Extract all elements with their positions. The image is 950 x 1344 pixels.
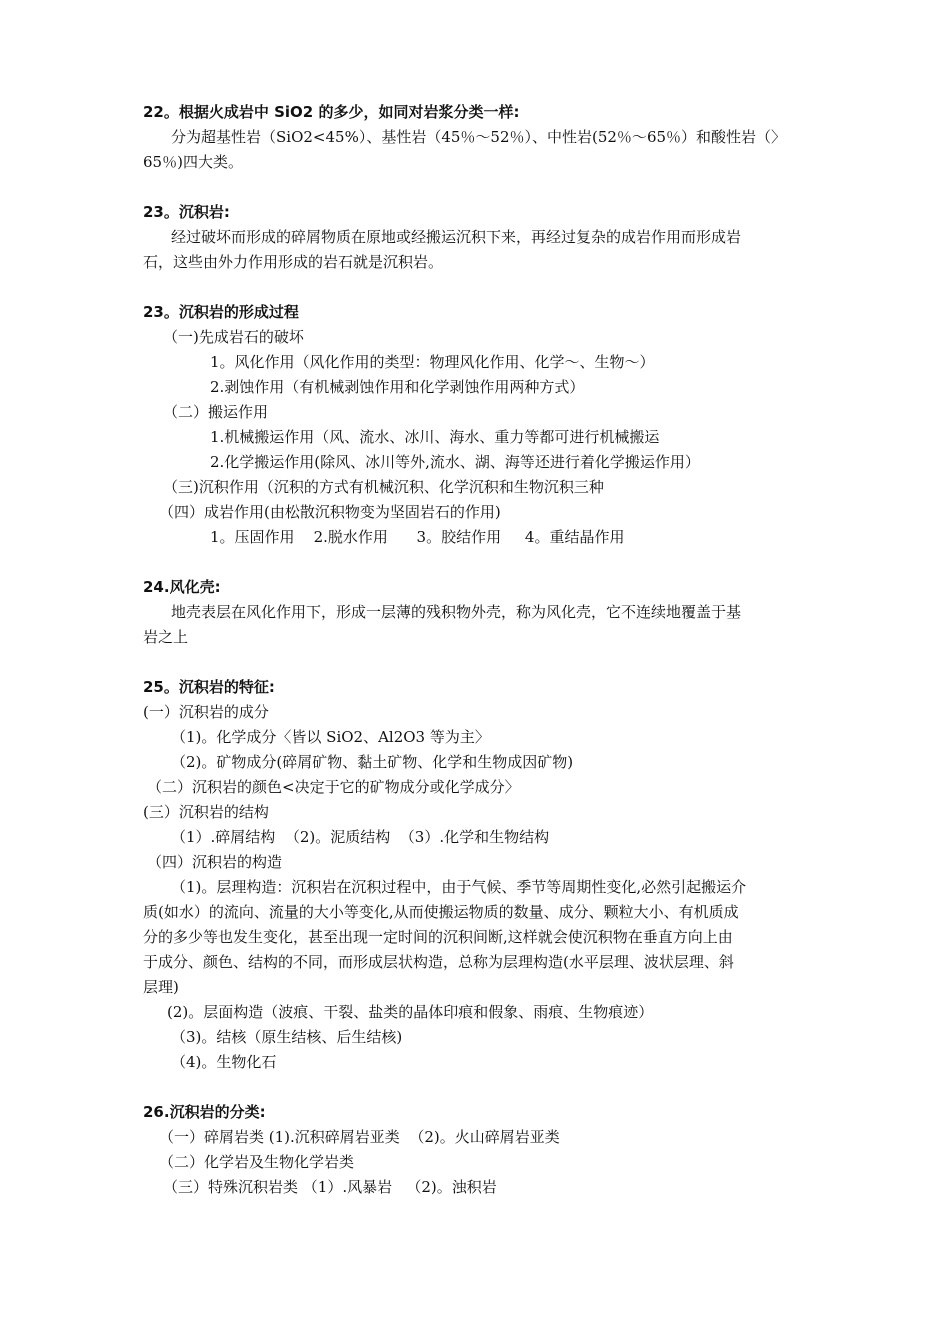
list-item: （1）.碎屑结构 （2)。泥质结构 （3）.化学和生物结构 <box>171 828 550 846</box>
paragraph-line: 地壳表层在风化作用下，形成一层薄的残积物外壳，称为风化壳，它不连续地覆盖于基 <box>171 603 742 621</box>
list-item: （3)。结核（原生结核、后生结核) <box>171 1028 403 1046</box>
list-item: （二）化学岩及生物化学岩类 <box>159 1153 355 1171</box>
list-item: 1。压固作用 2.脱水作用 3。胶结作用 4。重结晶作用 <box>210 528 625 546</box>
list-item: （2)。矿物成分(碎屑矿物、黏土矿物、化学和生物成因矿物) <box>171 753 574 771</box>
section-heading: 26.沉积岩的分类: <box>143 1103 266 1121</box>
list-item: （一)先成岩石的破坏 <box>163 328 304 346</box>
list-item: （4)。生物化石 <box>171 1053 277 1071</box>
list-item: 1。风化作用（风化作用的类型：物理风化作用、化学～、生物～） <box>210 353 655 371</box>
list-item: （四）成岩作用(由松散沉积物变为坚固岩石的作用) <box>159 503 501 521</box>
paragraph-line: 分为超基性岩（SiO2<45%）、基性岩（45％～52％）、中性岩(52％～65％）和酸性岩（〉 <box>171 128 787 146</box>
paragraph-line: 层理) <box>143 978 179 996</box>
list-item: 2.化学搬运作用(除风、冰川等外,流水、湖、海等还进行着化学搬运作用） <box>210 453 700 471</box>
list-item: （三)沉积作用（沉积的方式有机械沉积、化学沉积和生物沉积三种 <box>163 478 604 496</box>
section-heading: 22。根据火成岩中 SiO2 的多少，如同对岩浆分类一样: <box>143 103 520 121</box>
list-item: （二）搬运作用 <box>163 403 269 421</box>
section-heading: 23。沉积岩: <box>143 203 230 221</box>
list-item: (一）沉积岩的成分 <box>143 703 269 721</box>
section-heading: 25。沉积岩的特征: <box>143 678 275 696</box>
list-item: （二）沉积岩的颜色<决定于它的矿物成分或化学成分〉 <box>147 778 520 796</box>
paragraph-line: 经过破坏而形成的碎屑物质在原地或经搬运沉积下来，再经过复杂的成岩作用而形成岩 <box>171 228 742 246</box>
paragraph-line: 分的多少等也发生变化，甚至出现一定时间的沉积间断,这样就会使沉积物在垂直方向上由 <box>143 928 733 946</box>
list-item: （三）特殊沉积岩类 （1）.风暴岩 （2)。浊积岩 <box>163 1178 497 1196</box>
list-item: （四）沉积岩的构造 <box>147 853 283 871</box>
list-item: （1)。化学成分〈皆以 SiO2、Al2O3 等为主〉 <box>171 728 490 746</box>
section-heading: 23。沉积岩的形成过程 <box>143 303 299 321</box>
paragraph-line: 石，这些由外力作用形成的岩石就是沉积岩。 <box>143 253 444 271</box>
paragraph-line: 质(如水）的流向、流量的大小等变化,从而使搬运物质的数量、成分、颗粒大小、有机质成 <box>143 903 739 921</box>
list-item: (三）沉积岩的结构 <box>143 803 269 821</box>
section-heading: 24.风化壳: <box>143 578 221 596</box>
list-item: 1.机械搬运作用（风、流水、冰川、海水、重力等都可进行机械搬运 <box>210 428 660 446</box>
paragraph-line: 65％)四大类。 <box>143 153 243 171</box>
paragraph-line: 岩之上 <box>143 628 189 646</box>
paragraph-line: 于成分、颜色、结构的不同，而形成层状构造，总称为层理构造(水平层理、波状层理、斜 <box>143 953 734 971</box>
list-item: 2.剥蚀作用（有机械剥蚀作用和化学剥蚀作用两种方式） <box>210 378 585 396</box>
list-item: (2)。层面构造（波痕、干裂、盐类的晶体印痕和假象、雨痕、生物痕迹） <box>167 1003 654 1021</box>
list-item: （一）碎屑岩类 (1).沉积碎屑岩亚类 （2)。火山碎屑岩亚类 <box>159 1128 560 1146</box>
paragraph-line: （1)。层理构造：沉积岩在沉积过程中，由于气候、季节等周期性变化,必然引起搬运介 <box>171 878 747 896</box>
